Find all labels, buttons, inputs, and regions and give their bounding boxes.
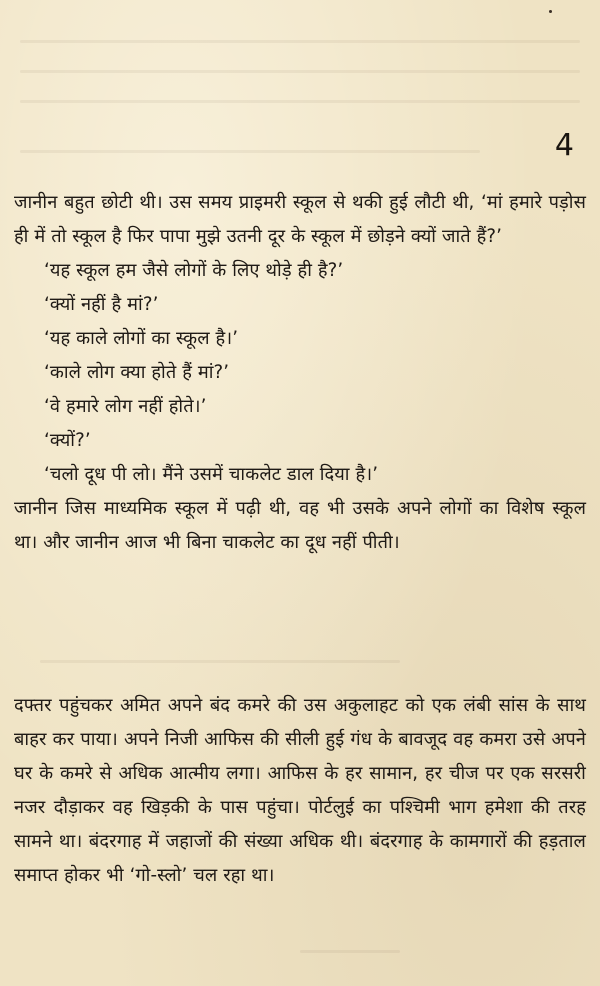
bleed-through-line	[20, 150, 480, 153]
dialogue-line: ‘यह काले लोगों का स्कूल है।’	[44, 328, 239, 349]
page-number: 4	[554, 128, 574, 163]
bleed-through-line	[20, 40, 580, 43]
dialogue-line: ‘चलो दूध पी लो। मैंने उसमें चाकलेट डाल दिया है।’	[44, 464, 379, 485]
bleed-through-line	[20, 100, 580, 103]
bleed-through-line	[300, 950, 400, 953]
dialogue-line: ‘वे हमारे लोग नहीं होते।’	[44, 396, 207, 417]
bleed-through-line	[20, 70, 580, 73]
section-two	[14, 689, 586, 893]
dialogue-line: ‘यह स्कूल हम जैसे लोगों के लिए थोड़े ही है?’	[44, 260, 344, 281]
opening-paragraph: जानीन बहुत छोटी थी। उस समय प्राइमरी स्कूल से थकी हुई लौटी थी, ‘मां हमारे पड़ोस ही में तो स्कूल है फिर पापा मुझे उतनी दूर के स्कूल में छोड़ने क्यों जाते हैं?’	[14, 192, 586, 247]
office-paragraph: दफ्तर पहुंचकर अमित अपने बंद कमरे की उस अकुलाहट को एक लंबी सांस के साथ बाहर कर पाया। अपने निजी आफिस की सीली हुई गंध के बावजूद वह कमरा उसे अपने घर के कमरे से अधिक आत्मीय लगा। आफिस के हर सामान, हर चीज पर एक सरसरी नजर दौड़ाकर वह खिड़की के पास पहुंचा। पोर्टलुई का पश्चिमी भाग हमेशा की तरह सामने था। बंदरगाह में जहाजों की संख्या अधिक थी। बंदरगाह के कामगारों की हड़ताल समाप्त होकर भी ‘गो-स्लो’ चल रहा था।	[14, 695, 586, 886]
bleed-through-line	[40, 660, 400, 663]
section-one	[14, 186, 586, 560]
ink-speck	[549, 10, 552, 13]
dialogue-line: ‘क्यों?’	[44, 430, 91, 451]
dialogue-line: ‘काले लोग क्या होते हैं मां?’	[44, 362, 230, 383]
closing-paragraph: जानीन जिस माध्यमिक स्कूल में पढ़ी थी, वह भी उसके अपने लोगों का विशेष स्कूल था। और जानीन आज भी बिना चाकलेट का दूध नहीं पीती।	[14, 498, 586, 553]
dialogue-line: ‘क्यों नहीं है मां?’	[44, 294, 159, 315]
